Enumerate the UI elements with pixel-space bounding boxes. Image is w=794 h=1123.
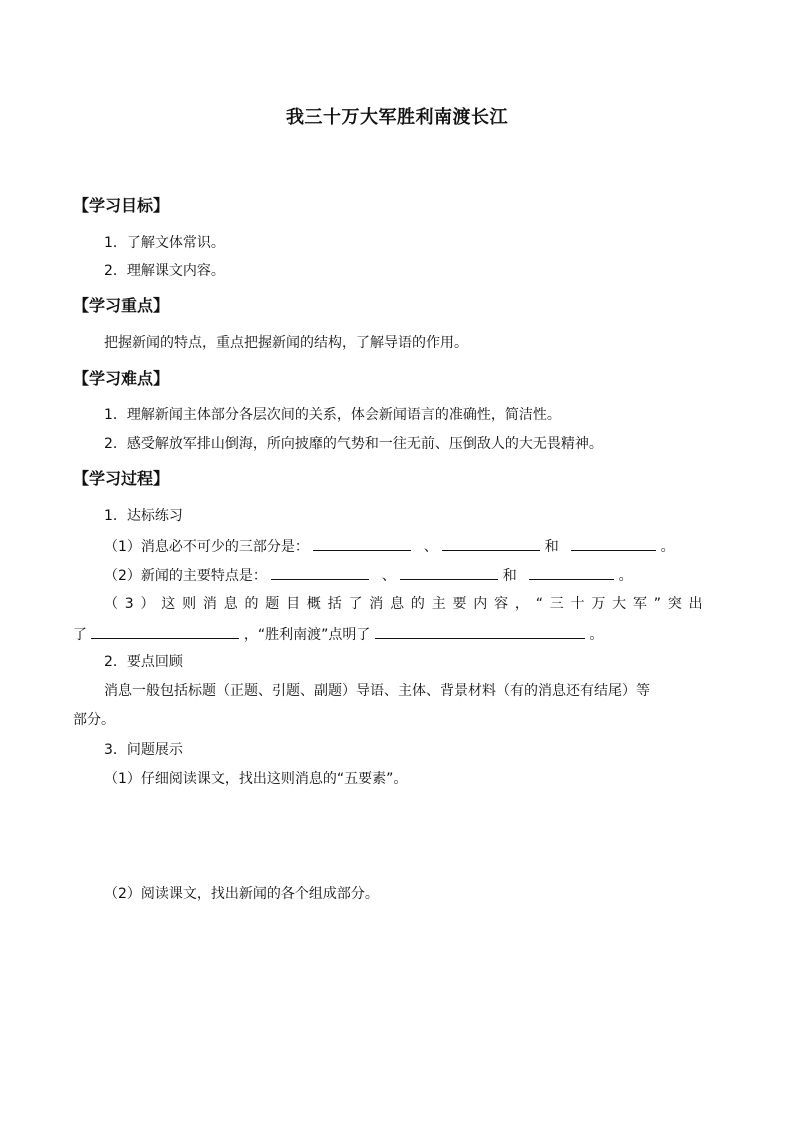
q2-and: 和 (502, 568, 517, 584)
review-title: 2．要点回顾 (104, 654, 183, 670)
focus-text: 把握新闻的特点，重点把握新闻的结构，了解导语的作用。 (104, 335, 468, 351)
q3-blank-2[interactable] (375, 623, 585, 639)
q3-end: 。 (589, 627, 604, 643)
difficulty-item-1: 1．理解新闻主体部分各层次间的关系，体会新闻语言的准确性，简洁性。 (104, 407, 561, 423)
review-line-2: 部分。 (73, 712, 115, 728)
difficulty-item-2: 2．感受解放军排山倒海，所向披靡的气势和一往无前、压倒敌人的大无畏精神。 (104, 436, 603, 452)
q1-prefix: （1）消息必不可少的三部分是： (104, 539, 309, 555)
heading-learning-process: 【学习过程】 (73, 469, 170, 488)
q1-blank-2[interactable] (442, 535, 540, 551)
q1-blank-1[interactable] (313, 535, 411, 551)
practice-question-3-line-1: （3）这则消息的题目概括了消息的主要内容，“三十万大军”突出 (104, 596, 710, 612)
q2-end: 。 (618, 568, 633, 584)
goal-item-2: 2．理解课文内容。 (104, 263, 225, 279)
heading-learning-goals: 【学习目标】 (73, 196, 170, 215)
document-title: 我三十万大军胜利南渡长江 (286, 107, 508, 128)
q1-separator: 、 (423, 539, 438, 555)
q2-blank-3[interactable] (529, 564, 614, 580)
practice-question-2 (104, 564, 633, 586)
q1-and: 和 (544, 539, 559, 555)
q2-blank-1[interactable] (271, 564, 369, 580)
goal-item-1: 1．了解文体常识。 (104, 235, 225, 251)
practice-question-3-line-2 (73, 623, 603, 645)
heading-learning-focus: 【学习重点】 (73, 296, 170, 315)
q1-blank-3[interactable] (571, 535, 656, 551)
heading-learning-difficulty: 【学习难点】 (73, 369, 170, 388)
show-question-1: （1）仔细阅读课文，找出这则消息的“五要素”。 (104, 771, 408, 787)
q2-blank-2[interactable] (400, 564, 498, 580)
q3-part-a: 了 (73, 627, 87, 643)
practice-question-1 (104, 535, 675, 557)
q2-separator: 、 (381, 568, 396, 584)
q3-part-b: ，“胜利南渡”点明了 (243, 627, 371, 643)
q2-prefix: （2）新闻的主要特点是： (104, 568, 267, 584)
show-title: 3．问题展示 (104, 742, 183, 758)
q1-end: 。 (660, 539, 675, 555)
review-line-1: 消息一般包括标题（正题、引题、副题）导语、主体、背景材料（有的消息还有结尾）等 (104, 683, 650, 699)
show-question-2: （2）阅读课文，找出新闻的各个组成部分。 (104, 886, 379, 902)
q3-blank-1[interactable] (91, 623, 239, 639)
practice-title: 1．达标练习 (104, 508, 183, 524)
